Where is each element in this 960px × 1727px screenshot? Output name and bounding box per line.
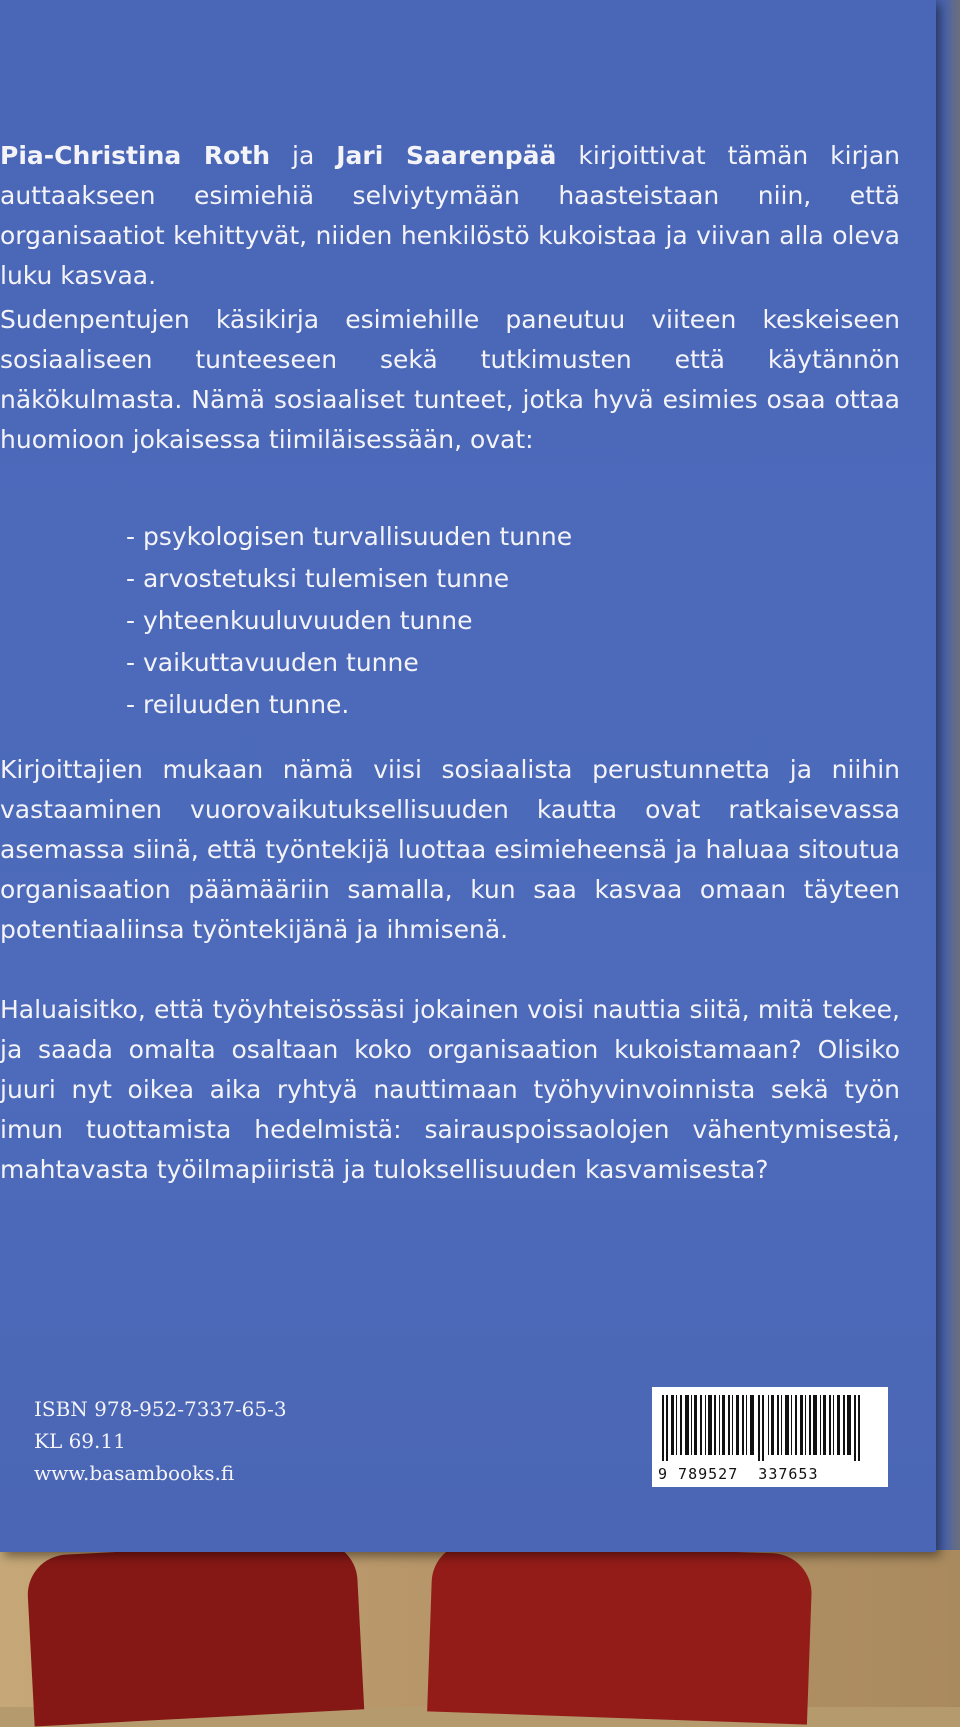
bibliographic-info xyxy=(34,1393,287,1489)
publisher-url: www.basambooks.fi xyxy=(34,1461,235,1485)
list-item: - yhteenkuuluvuuden tunne xyxy=(126,600,572,642)
barcode-bars xyxy=(660,1395,880,1461)
classification-line: KL 69.11 xyxy=(34,1429,126,1453)
isbn-barcode xyxy=(652,1387,888,1487)
author-joiner: ja xyxy=(270,141,337,170)
red-cloth-right xyxy=(427,1541,813,1724)
social-feelings-list xyxy=(126,516,572,726)
list-item: - arvostetuksi tulemisen tunne xyxy=(126,558,572,600)
barcode-digits: 9 789527 337653 xyxy=(658,1465,819,1483)
author-name-2: Jari Saarenpää xyxy=(336,141,557,170)
list-item: - vaikuttavuuden tunne xyxy=(126,642,572,684)
list-item: - psykologisen turvallisuuden tunne xyxy=(126,516,572,558)
author-name-1: Pia-Christina Roth xyxy=(0,141,271,170)
description-paragraph: Sudenpentujen käsikirja esimiehille paneutuu viiteen keskeiseen sosiaaliseen tunteeseen sekä tutkimusten että käytännön näkökulmasta. Nämä sosiaaliset tunteet, jotka hyvä esimies osaa ottaa huomioon jokaisessa tiimiläisessään, ovat: xyxy=(0,305,900,454)
red-cloth-left xyxy=(26,1539,364,1726)
question-paragraph: Haluaisitko, että työyhteisössäsi jokainen voisi nauttia siitä, mitä tekee, ja saada omalta osaltaan koko organisaation kukoistamaan? Olisiko juuri nyt oikea aika ryhtyä nauttimaan työhyvinvoinnista sekä työn imun tuottamista hedelmistä: sairauspoissaolojen vähentymisestä, mahtavasta työilmapiiristä ja tuloksellisuuden kasvamisesta? xyxy=(0,995,900,1184)
isbn-line: ISBN 978-952-7337-65-3 xyxy=(34,1397,287,1421)
intro-text: kirjoittivat tämän kirjan auttaakseen esimiehiä selviytymään haasteistaan niin, että organisaatiot kehittyvät, niiden henkilöstö kukoistaa ja viivan alla oleva luku kasvaa. xyxy=(0,141,900,290)
list-item: - reiluuden tunne. xyxy=(126,684,572,726)
intro-paragraph xyxy=(0,136,900,296)
authors-view-paragraph: Kirjoittajien mukaan nämä viisi sosiaalista perustunnetta ja niihin vastaaminen vuorovaikutuksellisuuden kautta ovat ratkaisevassa asemassa siinä, että työntekijä luottaa esimieheensä ja haluaa sitoutua organisaation päämääriin samalla, kun saa kasvaa omaan täyteen potentiaaliinsa työntekijänä ja ihmisenä. xyxy=(0,755,900,944)
